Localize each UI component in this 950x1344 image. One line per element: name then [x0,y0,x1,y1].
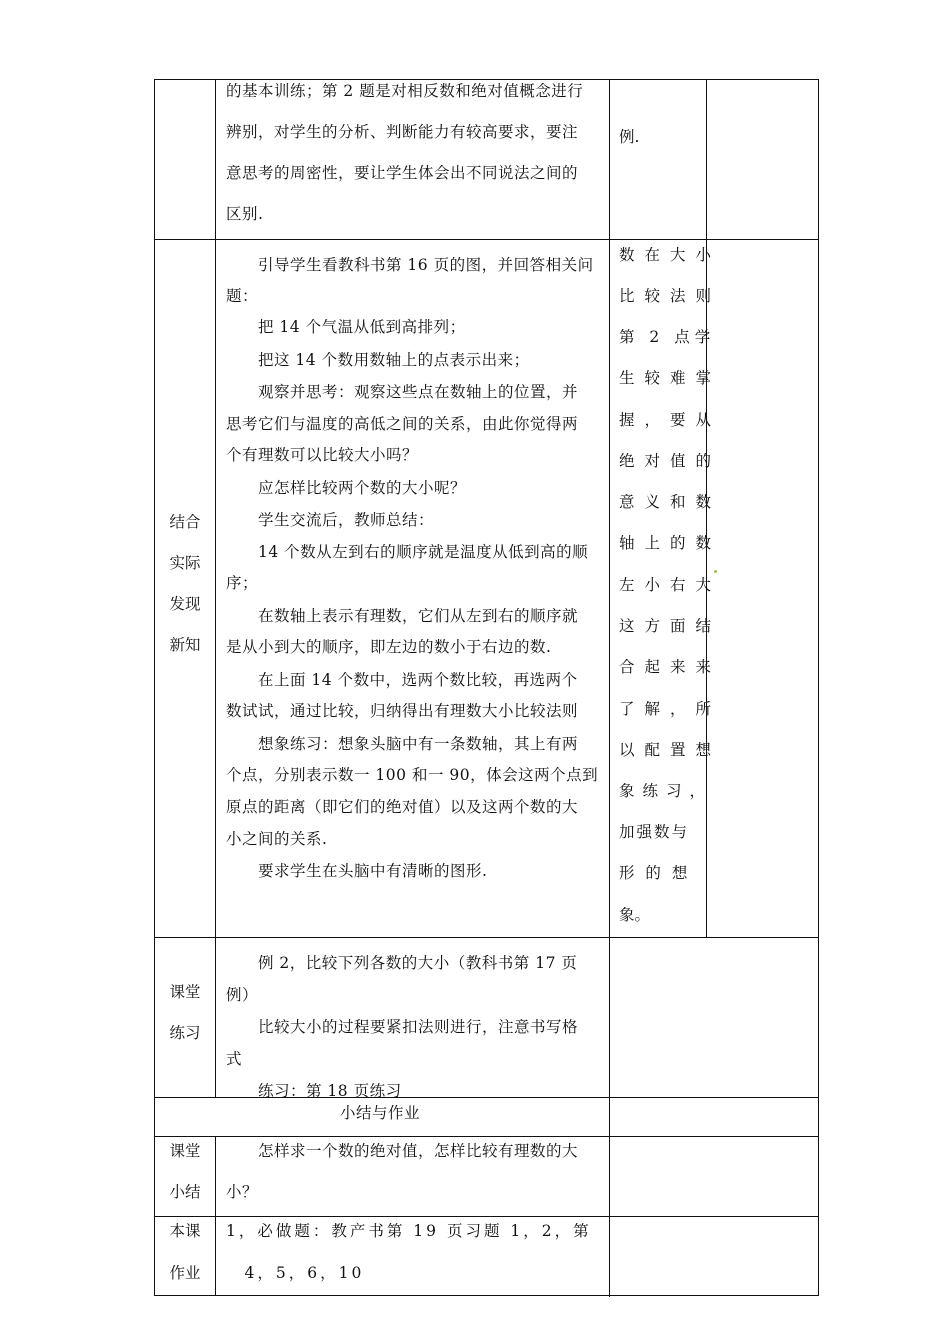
label-line: 本课 [169,1222,201,1240]
content-line: 练习：第 18 页练习 [226,1082,402,1100]
row1-note: 例. [619,128,640,146]
content-line: 意思考的周密性，要让学生体会出不同说法之间的 [226,164,579,182]
note-line: 了解，所 [619,700,722,718]
label-line: 课堂 [169,1142,201,1160]
content-line: 区别. [226,205,264,223]
content-line: 把 14 个气温从低到高排列； [226,318,466,336]
content-line: 式 [226,1050,243,1068]
note-line: 数在大小 [619,246,722,264]
content-line: 4，5，6，10 [226,1264,365,1282]
label-line: 实际 [169,554,201,572]
row-divider [154,239,819,240]
content-line: 原点的距离（即它们的绝对值）以及这两个数的大 [226,798,579,816]
content-line: 数试试，通过比较，归纳得出有理数大小比较法则 [226,702,579,720]
label-line: 课堂 [169,983,201,1001]
label-line: 作业 [169,1264,201,1282]
content-line: 比较大小的过程要紧扣法则进行，注意书写格 [226,1018,579,1036]
content-line: 学生交流后，教师总结： [226,511,435,529]
content-line: 小？ [226,1183,259,1201]
content-line: 1，必做题：教产书第 19 页习题 1，2，第 [226,1222,592,1240]
content-line: 序； [226,574,259,592]
note-line: 第 2 点学 [619,328,716,346]
content-line: 在上面 14 个数中，选两个数比较，再选两个 [226,671,578,689]
content-line: 题： [226,287,259,305]
note-line: 意义和数 [619,493,722,511]
content-line: 应怎样比较两个数的大小呢？ [226,479,467,497]
content-line: 想象练习：想象头脑中有一条数轴，其上有两 [226,735,579,753]
label-line: 新知 [169,636,201,654]
content-line: 小之间的关系. [226,830,328,848]
decorative-dot [714,570,717,573]
table-right-border [818,79,819,1296]
label-line: 发现 [169,595,201,613]
content-line: 例） [226,986,259,1004]
note-line: 这方面结 [619,617,722,635]
col-divider [215,79,216,1098]
content-line: 要求学生在头脑中有清晰的图形. [226,862,488,880]
content-line: 引导学生看教科书第 16 页的图，并回答相关问 [226,256,594,274]
table-left-border [154,79,155,1296]
note-line: 象。 [619,906,651,924]
content-line: 例 2，比较下列各数的大小（教科书第 17 页 [226,954,578,972]
note-line: 左小右大 [619,576,722,594]
row-divider [154,937,819,938]
note-line: 合起来来 [619,658,722,676]
note-line: 以配置想 [619,741,722,759]
note-line: 握，要从 [619,411,722,429]
note-line: 轴上的数 [619,534,722,552]
content-line: 14 个数从左到右的顺序就是温度从低到高的顺 [226,543,589,561]
table-bottom-border [154,1295,819,1296]
label-line: 结合 [169,513,201,531]
table-top-border [154,79,819,80]
content-line: 把这 14 个数用数轴上的点表示出来； [226,351,530,369]
content-line: 个点，分别表示数一 100 和一 90，体会这两个点到 [226,766,599,784]
content-line: 怎样求一个数的绝对值，怎样比较有理数的大 [226,1142,579,1160]
row-divider [154,1216,819,1217]
row-divider [154,1136,819,1137]
note-line: 象练习， [619,782,714,800]
note-line: 加强数与 [619,823,690,841]
note-line: 生较难掌 [619,369,722,387]
content-line: 在数轴上表示有理数，它们从左到右的顺序就 [226,607,579,625]
label-line: 小结 [169,1183,201,1201]
content-line: 的基本训练；第 2 题是对相反数和绝对值概念进行 [226,82,584,100]
col-divider [609,79,610,1297]
note-line: 绝对值的 [619,452,722,470]
content-line: 思考它们与温度的高低之间的关系，由此你觉得两 [226,415,579,433]
content-line: 是从小到大的顺序，即左边的数小于右边的数. [226,638,552,656]
col-divider [215,1136,216,1296]
content-line: 个有理数可以比较大小吗？ [226,446,419,464]
section-heading: 小结与作业 [340,1104,421,1122]
note-line: 形 的 想 [619,864,691,882]
label-line: 练习 [169,1024,201,1042]
content-line: 辨别，对学生的分析、判断能力有较高要求，要注 [226,123,579,141]
content-line: 观察并思考：观察这些点在数轴上的位置，并 [226,383,579,401]
note-line: 比较法则 [619,287,722,305]
